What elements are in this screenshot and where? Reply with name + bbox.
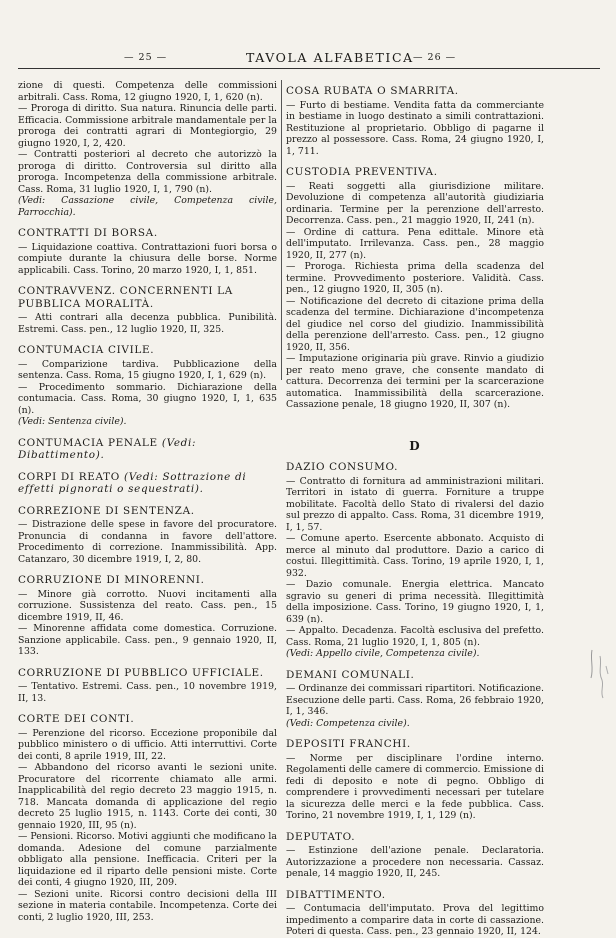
section-heading: CONTRAVVENZ. CONCERNENTI LA PUBBLICA MORALITÀ. <box>18 285 233 310</box>
cross-reference: (Vedi: Sottrazione di effetti pignorati o sequestrati). <box>18 470 247 495</box>
heading-text: CONTUMACIA PENALE <box>18 436 158 449</box>
index-entry: — Furto di bestiame. Vendita fatta da commerciante in bestiame in luogo destinato a simili contrattazioni. Restituzione al proprietario. Obbligo di pagarne il prezzo al possessore. Cass. Roma, 24 giugno 1920, I, 1, 711. <box>286 99 544 157</box>
index-entry: — Tentativo. Estremi. Cass. pen., 10 novembre 1919, II, 13. <box>18 681 277 704</box>
section-heading: CORRUZIONE DI PUBBLICO UFFICIALE. <box>18 666 264 679</box>
index-entry: — Ordine di cattura. Pena edittale. Minore età dell'imputato. Irrilevanza. Cass. pen., 28 maggio 1920, II, 277 (n). <box>286 226 544 261</box>
cross-reference: (Vedi: Dibattimento). <box>18 436 197 461</box>
cross-reference: (Vedi: Competenza civile). <box>286 717 410 729</box>
cross-reference: (Vedi: Cassazione civile, Competenza civile, Parrocchia). <box>18 195 277 218</box>
index-entry: — Reati soggetti alla giurisdizione militare. Devoluzione di competenza all'autorità giudiziaria ordinaria. Termine per la perenzione dell'arresto. Decorrenza. Cass. pen., 21 maggio 1920, II, 241 (n). <box>286 180 544 226</box>
index-entry: — Perenzione del ricorso. Eccezione proponibile dal pubblico ministero o di ufficio. Atti interruttivi. Corte dei conti, 8 aprile 1919, III, 22. <box>18 727 277 762</box>
section-heading: CUSTODIA PREVENTIVA. <box>286 166 438 178</box>
left-column <box>18 80 277 923</box>
section-heading <box>18 471 277 496</box>
cross-reference: (Vedi: Appello civile, Competenza civile). <box>286 648 480 659</box>
section-heading: CORTE DEI CONTI. <box>18 713 135 725</box>
page-number-right: — 26 — <box>413 52 457 63</box>
margin-pencil-mark <box>586 646 612 702</box>
index-entry: — Comparizione tardiva. Pubblicazione della sentenza. Cass. Roma, 15 giugno 1920, I, 1, 629 (n). <box>18 358 277 381</box>
section-heading: DEMANI COMUNALI. <box>286 668 415 681</box>
index-entry: zione di questi. Competenza delle commissioni arbitrali. Cass. Roma, 12 giugno 1920, I, 1, 620 (n). <box>18 80 277 103</box>
section-heading: DEPOSITI FRANCHI. <box>286 738 411 750</box>
index-entry: — Proroga di diritto. Sua natura. Rinuncia delle parti. Efficacia. Commissione arbitrale mandamentale per la proroga dei contratti agrari di Montegiorgio, 29 giugno 1920, I, 2, 420. <box>18 103 277 149</box>
index-entry: — Contumacia dell'imputato. Prova del legittimo impedimento a comparire data in corte di cassazione. Poteri di questa. Cass. pen., 23 gennaio 1920, II, 124. <box>286 903 544 937</box>
page-header <box>18 50 600 69</box>
running-title: TAVOLA ALFABETICA <box>246 50 414 65</box>
cross-reference: (Vedi: Sentenza civile). <box>18 416 127 427</box>
index-entry: — Minorenne affidata come domestica. Corruzione. Sanzione applicabile. Cass. pen., 9 gennaio 1920, II, 133. <box>18 623 277 657</box>
index-entry: — Sezioni unite. Ricorsi contro decisioni della III sezione in materia contabile. Incompetenza. Corte dei conti, 2 luglio 1920, III, 253. <box>18 888 277 923</box>
index-entry: — Notificazione del decreto di citazione prima della scadenza del termine. Dichiarazione d'incompetenza del giudice nel corso del giudizio. Inammissibilità della perenzione dell'arresto. Cass. pen., 12 giugno 1920, II, 356. <box>286 295 544 353</box>
section-heading: CORRUZIONE DI MINORENNI. <box>18 574 205 586</box>
index-entry: — Liquidazione coattiva. Contrattazioni fuori borsa o compiute durante la chiusura delle borse. Norme applicabili. Cass. Torino, 20 marzo 1920, I, 1, 851. <box>18 241 277 276</box>
section-heading: CONTUMACIA CIVILE. <box>18 344 155 356</box>
index-entry: — Minore già corrotto. Nuovi incitamenti alla corruzione. Sussistenza del reato. Cass. pen., 15 dicembre 1919, II, 46. <box>18 588 277 623</box>
index-entry: — Proroga. Richiesta prima della scadenza del termine. Provvedimento posteriore. Validità. Cass. pen., 12 giugno 1920, II, 305 (n). <box>286 261 544 295</box>
index-entry: — Dazio comunale. Energia elettrica. Mancato sgravio su generi di prima necessità. Illegittimità della imposizione. Cass. Torino, 19 giugno 1920, I, 1, 639 (n). <box>286 579 544 625</box>
index-entry: — Pensioni. Ricorso. Motivi aggiunti che modificano la domanda. Adesione del comune parzialmente obbligato alla pensione. Inefficacia. Criteri per la liquidazione ed il riparto delle pensioni miste. Corte dei conti, 4 giugno 1920, III, 209. <box>18 831 277 888</box>
section-heading: DIBATTIMENTO. <box>286 888 386 901</box>
index-entry: — Estinzione dell'azione penale. Declaratoria. Autorizzazione a procedere non necessaria. Cassaz. penale, 14 maggio 1920, II, 245. <box>286 845 544 879</box>
index-entry: — Distrazione delle spese in favore del procuratore. Pronuncia di condanna in favore dell'attore. Procedimento di correzione. Inammissibilità. App. Catanzaro, 30 dicembre 1919, I, 2, 80. <box>18 519 277 565</box>
index-entry: — Abbandono del ricorso avanti le sezioni unite. Procuratore del ricorrente chiamato alle armi. Inapplicabilità del regio decreto 23 maggio 1915, n. 718. Mancata domanda di applicazione del regio decreto 25 luglio 1915, n. 1143. Corte dei conti, 30 gennaio 1920, III, 95 (n). <box>18 762 277 831</box>
page-number-left: — 25 — <box>124 52 168 63</box>
index-entry: — Atti contrari alla decenza pubblica. Punibilità. Estremi. Cass. pen., 12 luglio 1920, II, 325. <box>18 312 277 335</box>
section-heading: COSA RUBATA O SMARRITA. <box>286 85 459 97</box>
index-entry: — Ordinanze dei commissari ripartitori. Notificazione. Esecuzione delle parti. Cass. Roma, 26 febbraio 1920, I, 1, 346. <box>286 683 544 717</box>
section-heading: DEPUTATO. <box>286 830 356 843</box>
index-entry: — Contratti posteriori al decreto che autorizzò la proroga di diritto. Controversia sul diritto alla proroga. Incompetenza della commissione arbitrale. Cass. Roma, 31 luglio 1920, I, 1, 790 (n). <box>18 149 277 195</box>
index-entry: — Appalto. Decadenza. Facoltà esclusiva del prefetto. Cass. Roma, 21 luglio 1920, I, 1, 805 (n). <box>286 625 544 648</box>
section-heading <box>18 437 277 462</box>
index-entry: — Procedimento sommario. Dichiarazione della contumacia. Cass. Roma, 30 giugno 1920, I, 1, 635 (n). <box>18 381 277 416</box>
section-heading: CONTRATTI DI BORSA. <box>18 227 158 239</box>
index-entry: — Norme per disciplinare l'ordine interno. Regolamenti delle camere di commercio. Emissione di fedi di deposito e note di pegno. Obbligo di comprendere i provvedimenti necessari per tutelare la sicurezza delle merci e la fede pubblica. Cass. Torino, 21 novembre 1919, I, 1, 129 (n). <box>286 752 544 821</box>
section-heading: DAZIO CONSUMO. <box>286 461 399 473</box>
letter-heading: D <box>409 438 421 453</box>
heading-text: CORPI DI REATO <box>18 470 121 483</box>
section-heading: CORREZIONE DI SENTENZA. <box>18 504 195 517</box>
column-divider <box>281 80 282 380</box>
index-entry: — Imputazione originaria più grave. Rinvio a giudizio per reato meno grave, che consente mandato di cattura. Decorrenza dei termini per la scarcerazione automatica. Inammissibilità della scarcerazione. Cassazione penale, 18 giugno 1920, II, 307 (n). <box>286 353 544 410</box>
index-entry: — Comune aperto. Esercente abbonato. Acquisto di merce al minuto dal produttore. Dazio a carico di costui. Illegittimità. Cass. Torino, 19 aprile 1920, I, 1, 932. <box>286 533 544 579</box>
right-column <box>286 80 544 938</box>
index-entry: — Contratto di fornitura ad amministrazioni militari. Territori in istato di guerra. Forniture a truppe mobilitate. Facoltà dello Stato di rivalersi del dazio sul prezzo di appalto. Cass. Roma, 31 dicembre 1919, I, 1, 57. <box>286 475 544 533</box>
